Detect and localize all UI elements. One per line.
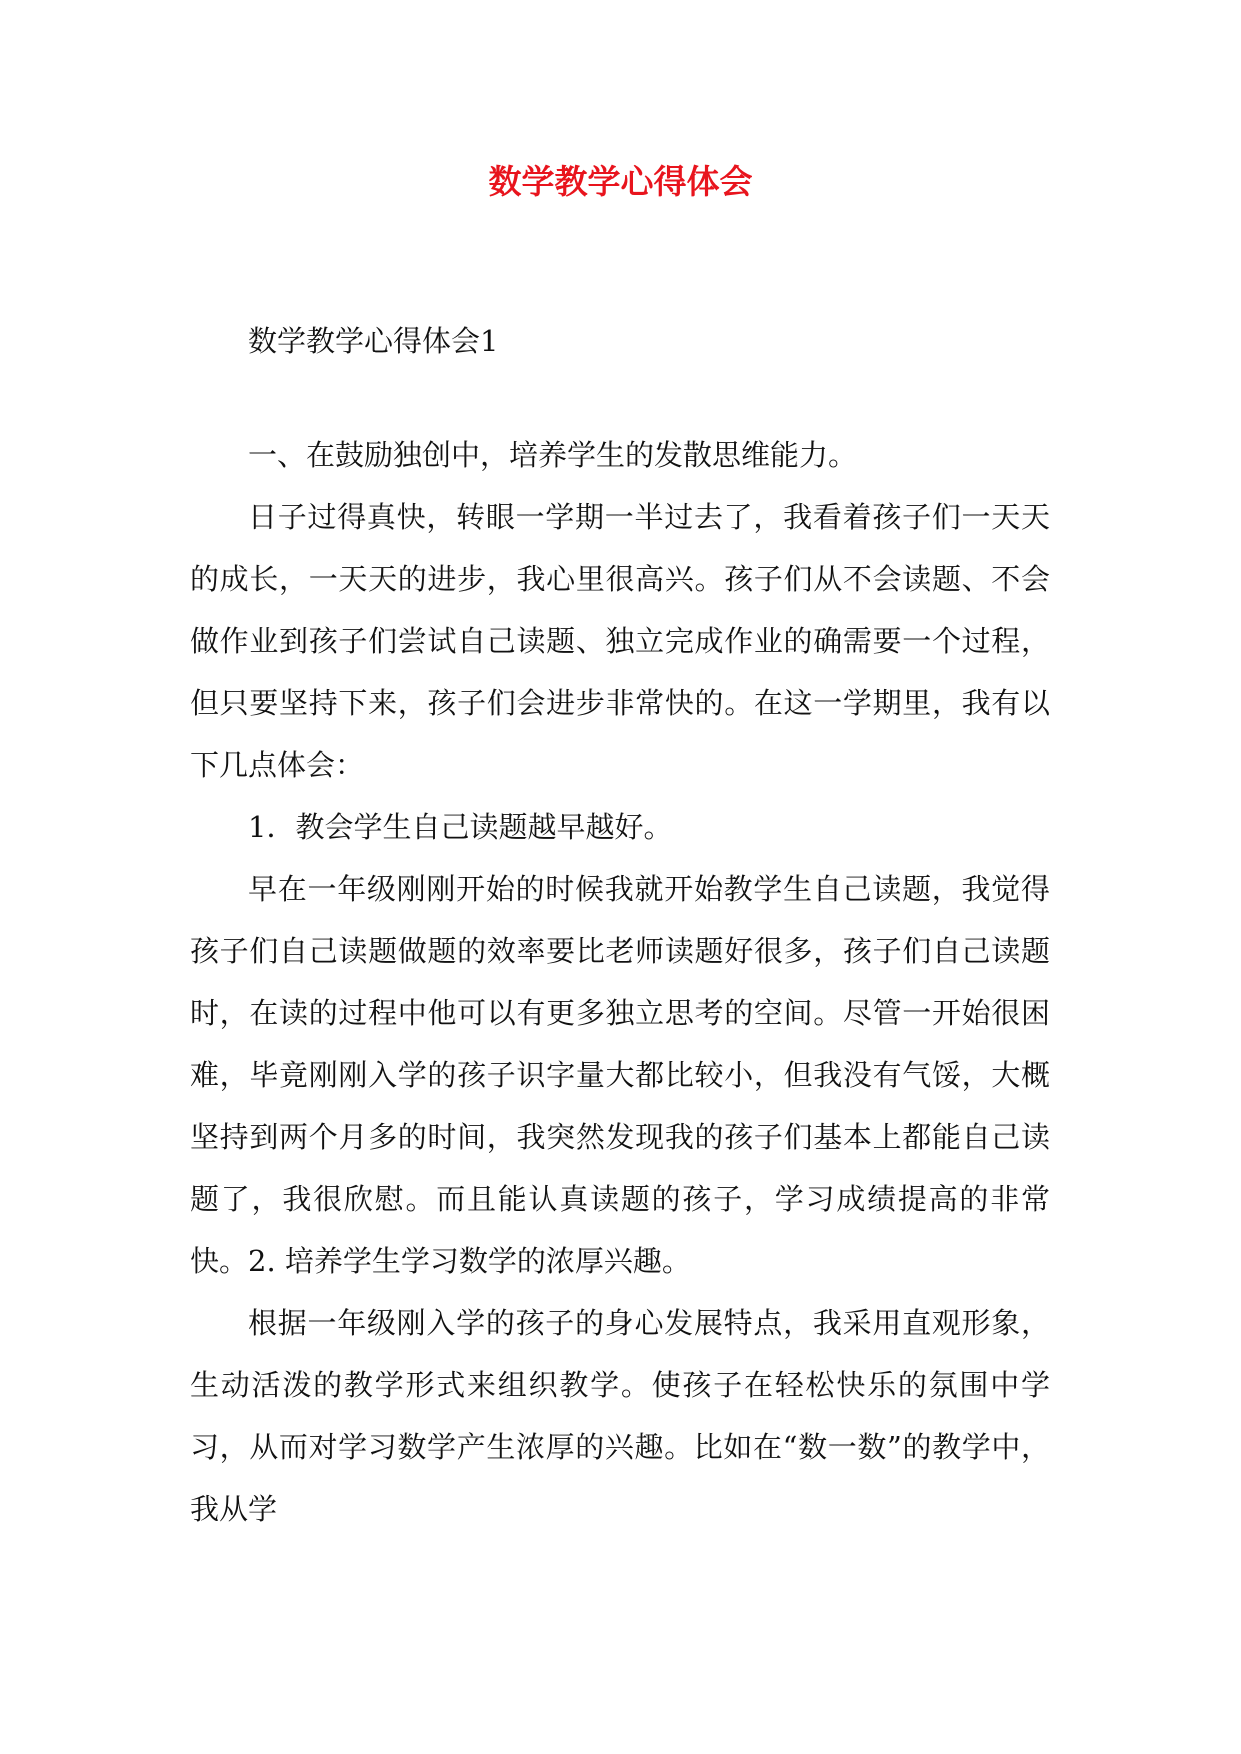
document-title: 数学教学心得体会 [488, 162, 753, 201]
paragraph: 早在一年级刚刚开始的时候我就开始教学生自己读题，我觉得孩子们自己读题做题的效率要比老师读题好很多，孩子们自己读题时，在读的过程中他可以有更多独立思考的空间。尽管一开始很困难，毕竟刚刚入学的孩子识字量大都比较小，但我没有气馁，大概坚持到两个月多的时间，我突然发现我的孩子们基本上都能自己读题了，我很欣慰。而且能认真读题的孩子，学习成绩提高的非常快。 [190, 872, 1050, 1278]
numbered-item: 1．教会学生自己读题越早越好。 [248, 810, 673, 844]
section-heading: 数学教学心得体会1 [248, 324, 499, 358]
paragraph: 一、在鼓励独创中，培养学生的发散思维能力。 [248, 438, 858, 472]
paragraph: 根据一年级刚入学的孩子的身心发展特点，我采用直观形象，生动活泼的教学形式来组织教学。使孩子在轻松快乐的氛围中学习，从而对学习数学产生浓厚的兴趣。比如在“数一数”的教学中，我从学 [190, 1306, 1050, 1526]
paragraph: 日子过得真快，转眼一学期一半过去了，我看着孩子们一天天的成长，一天天的进步，我心里很高兴。孩子们从不会读题、不会做作业到孩子们尝试自己读题、独立完成作业的确需要一个过程，但只要坚持下来，孩子们会进步非常快的。在这一学期里，我有以下几点体会： [190, 500, 1050, 782]
numbered-item: 2. 培养学生学习数学的浓厚兴趣。 [248, 1244, 691, 1278]
